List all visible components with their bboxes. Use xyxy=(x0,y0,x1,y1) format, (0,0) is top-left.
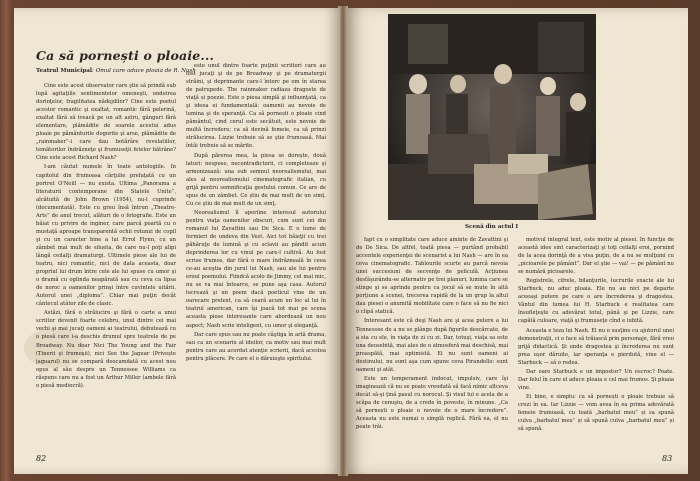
paragraph: Astăzi, fără o strălucire şi fără o carte a unui scriitor devenit foarte celebru, unul dintre cei mai vechi şi mai jucaţi oameni ai teatrului, debutează cu o piesă care i-a deschis drumul spre teatrele de pe Broadway. Nu doar Nici The Young and the Fair (Tinerii şi frumoşii), nici See the Jaguar (Priveşte jaguarul) nu se compară deocamdată cu acest nou opus al său despre un Tennessee Williams ca răspuns care nu a fost un Arthur Miller (ambele fără o piesă mediocră). xyxy=(36,310,176,389)
left-column-2 xyxy=(186,62,326,454)
paragraph: I-am căutat numele în toate antologiile. In capitolul din frumoasa cărţulie prefaţată cu un portret O'Neill — nu exista. Ultima „Panorama a literaturii contemporane din Statele Unite”, alcătuită de John Brown (1954), nu-l cuprinde (documentată). Este cu greu însă întrun „Theatre-Arts” de anul trecut, alături de o fotografie. Este un băiat cu privire de inginer, care parcă poartă cu o mustaţă aproape transparentă ochii rotunzi de copil şi cu un caracter bine a lui Errol Flynn, cu un zâmbet mai mult de silueta, de care nu-l poţi alipi lângă ceilalţi dramaturgi. Ultimele piese ale lui de teatru, nici romantic, nici de data aceasta, doar propriul lui drum între cele ale lui spuse cu umor şi o dramă cu oglinda neapărată sau cu ceva ca lipsa de noroc a oamenilor prinşi între cuvintele uitării. Autorul unei „diploma”. Chiar mai puţin decât cântecul atâtor zile de clasic. xyxy=(36,164,176,308)
left-page xyxy=(14,8,340,474)
paragraph: După părerea mea, la piesa se dorește, două laturi: nespuse, necontradictorii, ci completeaze şi armonizează: una sub semnul neorealismului, mai ales al neorealismului cinematografic italian, cu grijă pentru semnificaţia gestului comun. Ce are de spus de un zâmbet. Ce știu de mai mult de un simţ. Cu ce ştiu de mai mult de un simţ. xyxy=(186,152,326,207)
photo-caption: Scenă din actul I xyxy=(465,224,519,230)
right-column-2 xyxy=(518,236,674,456)
stage-scene-illustration xyxy=(388,14,596,220)
paragraph: este unul dintre foarte puţinii scriitori care au fost jucaţi şi de pe Broadway şi pe dramaturgii străini, și deprimante care-l întorc pe om în starea de patrupede. The rainmaker radiaza dragoste de viaţă și poezie. Este o piesa simplă şi influenţată, ca şi ideea ei fundamentală: oamenii au nevoie de lumina şi de speranţă. Ca să pornești o ploaie cind pământul, cind cerul este secătuit, este nevoie de multă încredere; ca să devină femeie, ca să prinzi strălucirea. Lizzie trebuie să se ştie frumoasă. Mai întâi trebuie să se mărite. xyxy=(186,63,326,150)
paragraph: motivul integral text, este motiv al piesei. In funcţie de această idee sint caracterizaţi şi toţi ceilalţi eroi, pornind de la acea dorinţă de a visa puţin, de a nu se mulţumi cu „picioarele pe pământ”. Dar el ştie — vai! — pe pământ nu se numără picioarele. xyxy=(518,237,674,276)
paragraph: Registrele, cifrele, bilanţurile, lucrurile exacte ale lui Starbuck, nu aduc ploaia. Ele nu au nici pe departe aceeaşi putere pe care o are încrederea şi dragostea. Vântul din lumea lui H. Starbuck e realitatea care însufleţeşte cu adevărat totul, până şi pe Lizzie, care capătă culoare, viaţă şi frumuseţe cînd e iubită. xyxy=(518,278,674,325)
page-number-left: 82 xyxy=(36,454,47,463)
right-page xyxy=(346,8,688,474)
article-subtitle xyxy=(36,68,196,74)
paragraph: Interesant este că deşi Nash are şi acea putere a lui Tennessee de a nu se plânge după figurile descărcate, de a sta cu ele, în viaţa de zi cu zi. Dar, totuşi, viaţa sa este una deosebită, mai ales de o atmosferă mai deschisă, mai proaspătă, mai optimistă. Ei nu sunt oameni ai destinului, nu sunt aşa cum spune ceva Pirandello: sunt oameni şi atât. xyxy=(356,318,508,373)
paragraph: Aceasta e teza lui Nash. El nu o susţine cu ajutorul unei demonstraţii, ci o face să trăiască prin personaje, fără vreo grijă didactică. Şi unde dragostea şi încrederea nu sunt prea ușor dăruite, iar speranţa e pierdută, vine el — Starbuck — să o redea. xyxy=(518,327,674,366)
paragraph: fapt cu o simplitate care aduce aminte de Zavattini şi de De Sica. De altfel, toată piesa — purtând probabil accentele experienţei de scenarist a lui Nash — are în ea ceva cinematografic. Tablourile scurte au parcă nevoia unei succesiuni de secvenţe de peliculă. Acţiunea desfăşurându-se alternativ pe trei planuri, lumina care se stinge şi se aprinde pentru ca jocul să se mute în altă porţiune a scenei, trecerea rapidă de la un grup la altul dau piesei o anumită mobilitate care o face să nu fie nici o clipă statică. xyxy=(356,237,508,316)
article-title: Ca să pornești o ploaie... xyxy=(36,48,215,63)
paragraph: Ei bine, e simplu: ca să pornești o ploaie trebuie să crezi în ea. Iar Lizzie — vom avea în ea prima adevărată femeie frumoasă, cu toată „barbatul meu” și sa spună culva „barbatul meu” și să spună culva „barbatul meu” și să spună. xyxy=(518,393,674,433)
paragraph: Neorealismul îl aperiine interesul autorului pentru viaţa oamenilor obscuri, cum sunt cei din romanul lui Zavattini sau De Sica. E o lume de fermieri de undeva din Vest. Aici tot băieţii cu trei păhăruţe de lumină şi cu sclavii au pândit acum deprinderea lor cu vinul pe care-l cultivă. Au fost scrise frumos, dar fără o mare îndrăzneală în ceea ce-au aceştia din jurul lui Nash, sau ale lui pentru eroul poemului. Fiindcă acolo de Jimmy, cel mai mic, nu se va mai întoarce, se pune aşa casa. Autorul lucrează şi un poem dacă poeticul vine de un oarecare pretext, ca să ceară acum un loc al lui în teatrul american, care îşi joacă tot mai pe scena aceasta piese interesante care abordează un nou aspect; Nash scrie inteligent, cu umor şi eleganţă. xyxy=(186,209,326,329)
paragraph: Cine este acest observator care ştie să prindă sub lupă agitaţiile sentimentelor omeneşti, undeirea dorinţelor, fragilitatea nădejdilor? Cine este poetul acestor romantic şi exaltat, romantic fără pelerină, exaltat fără să treacă pe un alt astru, gânguri fără elementare, plămădite de soarele acestui adus ploaie pe pământurile dogorite şi arse, plămădite de „rainmaker”-i care dau botărâre revelatiilor, temătorilor îndrăzneţe şi frumuseţii fetelor bătrâne? Cine este acest Richard Nash? xyxy=(36,83,176,162)
paragraph: Dar oare Starbuck e un impostor? Un escroc? Poate. Dar felul în care el aduce ploaia e cel mai frumos. Şi ploaia vine. xyxy=(518,368,674,391)
stage-photo xyxy=(388,14,596,220)
theater-name: Teatrul Municipal xyxy=(36,68,93,74)
page-number-right: 83 xyxy=(662,454,673,463)
play-credit: : Omul care aduce ploaia de R. Nash xyxy=(92,68,196,74)
left-column-1 xyxy=(36,82,176,454)
paragraph: Este un temperament indocat, impulsiv, care îşi imaginează că nu se poate vreodată să facă nimic altceva decât să-şi ţină pasul cu norocul. Şi visul lui e acela de a scăpa de cenuşiu, de a crede în poveste, în minune. „Ca să pornești o ploaie o nevoie de o mare încredere”. Aceasta nu este numai o simplă replică. Fără ea, el nu poate trăi. xyxy=(356,375,508,431)
paragraph: Dar care spus sau nu poate câştiga în artă drama, sau ca un scenariu al ideilor, ca motiv sau mai mult pentru care au acordat atenţie scrierii, dacă acestea pentru plăcere. Pe care el o dăruieşte spiritului. xyxy=(186,331,326,362)
right-column-1 xyxy=(356,236,508,456)
